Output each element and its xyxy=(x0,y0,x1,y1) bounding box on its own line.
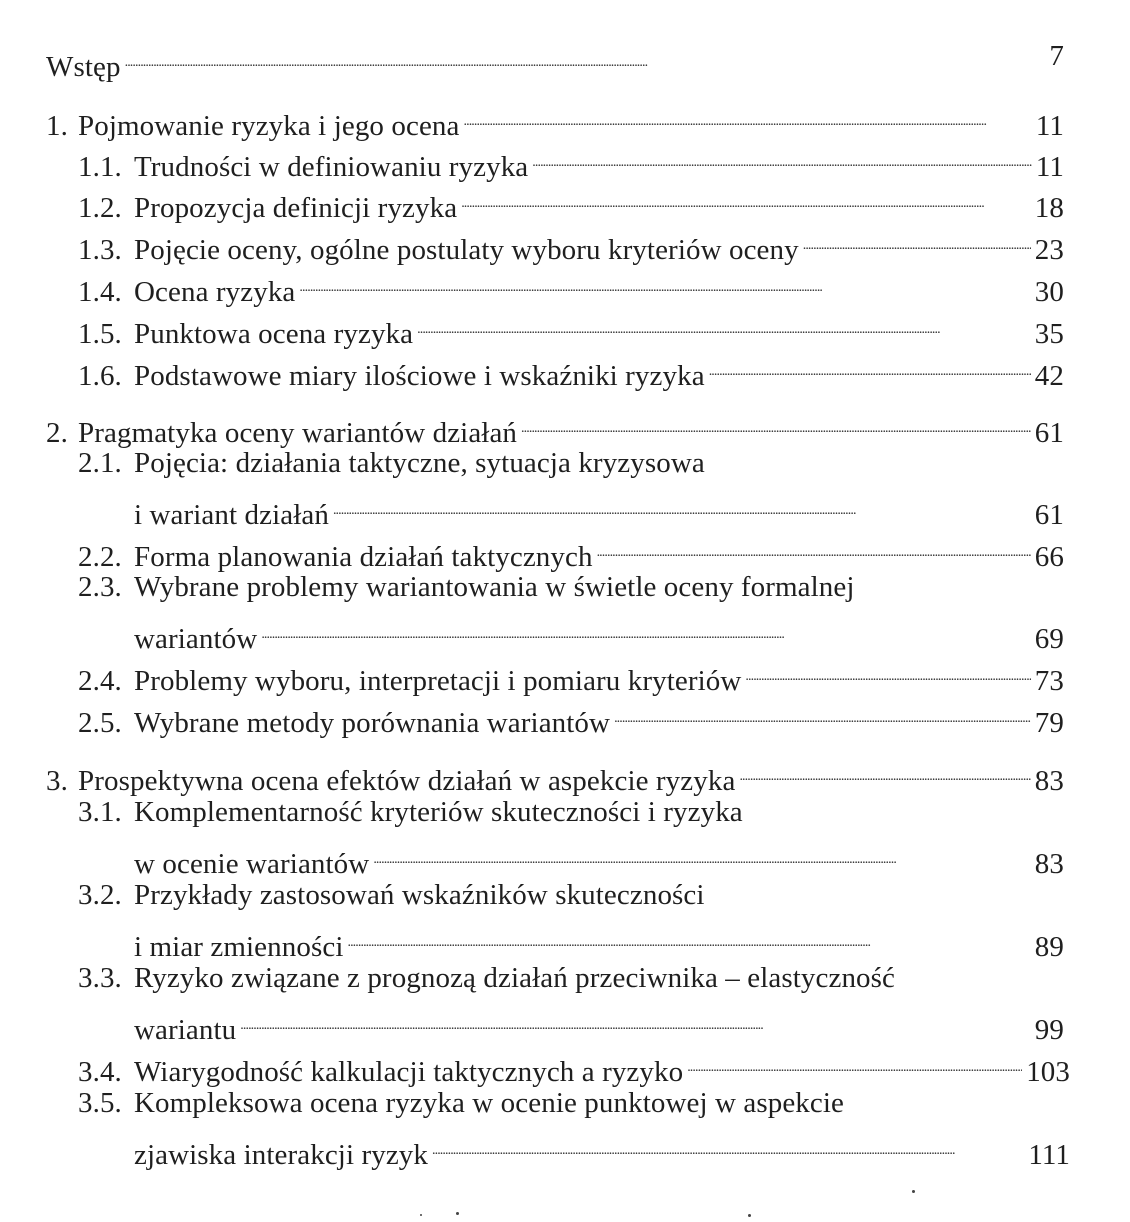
entry-number: 1. xyxy=(46,110,68,142)
entry-title: Prospektywna ocena efektów działań w aspekcie ryzyka xyxy=(78,765,736,797)
entry-page: 35 xyxy=(1034,318,1064,350)
entry-number: 2.1. xyxy=(78,447,122,479)
entry-title: Wybrane metody porównania wariantów xyxy=(134,707,611,739)
entry-title: Przykłady zastosowań wskaźników skuteczności xyxy=(134,879,705,911)
entry-page: 89 xyxy=(1034,931,1064,963)
dot-leader xyxy=(803,219,1031,259)
entry-page: 61 xyxy=(1034,417,1064,449)
entry-title: Komplementarność kryteriów skuteczności i ryzyka xyxy=(134,796,743,828)
toc-entry-3-2-line1 xyxy=(0,875,1130,915)
toc-entry-2-1-line2 xyxy=(0,484,1130,531)
entry-number: 3.3. xyxy=(78,962,122,994)
entry-number: 1.5. xyxy=(78,318,122,350)
entry-title: Wiarygodność kalkulacji taktycznych a ryzyko xyxy=(134,1056,684,1088)
entry-title: Wstęp xyxy=(46,51,121,83)
toc-entry-3-4 xyxy=(0,1041,1130,1088)
dot-leader xyxy=(614,692,1031,732)
toc-entry-3-1-line1 xyxy=(0,792,1130,832)
dot-leader xyxy=(597,526,1031,566)
entry-page: 99 xyxy=(1034,1014,1064,1046)
scan-speck xyxy=(420,1214,422,1216)
entry-title: Wybrane problemy wariantowania w świetle oceny formalnej xyxy=(134,571,855,603)
entry-number: 2.5. xyxy=(78,707,122,739)
toc-entry-1-3 xyxy=(0,219,1130,266)
scan-speck xyxy=(748,1214,751,1217)
entry-number: 1.4. xyxy=(78,276,122,308)
toc-entry-2-3-line2 xyxy=(0,608,1130,655)
entry-number: 3.1. xyxy=(78,796,122,828)
entry-number: 3.5. xyxy=(78,1087,122,1119)
entry-number: 2. xyxy=(46,417,68,449)
entry-title: Pojęcie oceny, ogólne postulaty wyboru kryteriów oceny xyxy=(134,234,799,266)
dot-leader xyxy=(464,95,1032,135)
entry-title-continued: zjawiska interakcji ryzyk xyxy=(134,1139,428,1171)
entry-title: Pojęcia: działania taktyczne, sytuacja kryzysowa xyxy=(134,447,705,479)
toc-entry-1-4 xyxy=(0,261,1130,308)
entry-title: Forma planowania działań taktycznych xyxy=(134,541,593,573)
entry-number: 2.4. xyxy=(78,665,122,697)
entry-title-continued: wariantów xyxy=(134,623,258,655)
entry-title: Trudności w definiowaniu ryzyka xyxy=(134,151,529,183)
toc-entry-3-3-line2 xyxy=(0,999,1130,1046)
dot-leader xyxy=(521,402,1031,442)
entry-title-continued: wariantu xyxy=(134,1014,237,1046)
entry-page: 42 xyxy=(1034,360,1064,392)
dot-leader xyxy=(687,1041,1022,1081)
entry-page: 83 xyxy=(1034,848,1064,880)
entry-title: Pragmatyka oceny wariantów działań xyxy=(78,417,518,449)
dot-leader xyxy=(373,833,1030,873)
entry-page: 61 xyxy=(1034,499,1064,531)
dot-leader xyxy=(333,484,1031,524)
entry-page: 83 xyxy=(1034,765,1064,797)
entry-title: Ocena ryzyka xyxy=(134,276,296,308)
scan-speck xyxy=(456,1212,459,1215)
toc-entry-intro xyxy=(0,36,1130,83)
dot-leader xyxy=(417,303,1031,343)
entry-number: 2.2. xyxy=(78,541,122,573)
entry-page: 111 xyxy=(1028,1139,1070,1171)
toc-entry-1-6 xyxy=(0,345,1130,392)
entry-title-continued: i miar zmienności xyxy=(134,931,344,963)
entry-number: 1.6. xyxy=(78,360,122,392)
toc-entry-3-2-line2 xyxy=(0,916,1130,963)
entry-page: 30 xyxy=(1034,276,1064,308)
entry-title: Ryzyko związane z prognozą działań przeciwnika – elastyczność xyxy=(134,962,896,994)
dot-leader xyxy=(432,1124,1024,1164)
entry-page: 18 xyxy=(1034,192,1064,224)
entry-page: 23 xyxy=(1034,234,1064,266)
entry-title-continued: w ocenie wariantów xyxy=(134,848,370,880)
scan-speck xyxy=(912,1190,915,1193)
toc-entry-chapter-1 xyxy=(0,95,1130,142)
entry-page: 11 xyxy=(1035,110,1064,142)
toc-entry-2-1-line1 xyxy=(0,443,1130,483)
entry-page: 66 xyxy=(1034,541,1064,573)
toc-entry-1-1 xyxy=(0,136,1130,183)
toc-entry-2-2 xyxy=(0,526,1130,573)
entry-title: Podstawowe miary ilościowe i wskaźniki ryzyka xyxy=(134,360,705,392)
dot-leader xyxy=(347,916,1030,956)
toc-entry-chapter-3 xyxy=(0,750,1130,797)
entry-page: 11 xyxy=(1035,151,1064,183)
dot-leader xyxy=(709,345,1031,385)
entry-title: Propozycja definicji ryzyka xyxy=(134,192,458,224)
toc-entry-3-3-line1 xyxy=(0,958,1130,998)
toc-entry-2-3-line1 xyxy=(0,567,1130,607)
dot-leader xyxy=(461,177,1031,217)
toc-entry-2-4 xyxy=(0,650,1130,697)
dot-leader xyxy=(739,750,1030,790)
entry-page: 79 xyxy=(1034,707,1064,739)
toc-entry-1-2 xyxy=(0,177,1130,224)
entry-page: 103 xyxy=(1026,1056,1070,1088)
entry-title: Pojmowanie ryzyka i jego ocena xyxy=(78,110,460,142)
dot-leader xyxy=(299,261,1030,301)
dot-leader xyxy=(532,136,1032,176)
entry-page: 69 xyxy=(1034,623,1064,655)
dot-leader xyxy=(125,36,1042,76)
entry-number: 3. xyxy=(46,765,68,797)
entry-title-continued: i wariant działań xyxy=(134,499,329,531)
entry-number: 2.3. xyxy=(78,571,122,603)
toc-entry-3-5-line1 xyxy=(0,1083,1130,1123)
dot-leader xyxy=(240,999,1031,1039)
entry-title: Problemy wyboru, interpretacji i pomiaru kryteriów xyxy=(134,665,742,697)
entry-page: 73 xyxy=(1034,665,1064,697)
dot-leader xyxy=(745,650,1030,690)
toc-entry-3-1-line2 xyxy=(0,833,1130,880)
entry-title: Punktowa ocena ryzyka xyxy=(134,318,414,350)
entry-number: 1.1. xyxy=(78,151,122,183)
toc-entry-3-5-line2 xyxy=(0,1124,1130,1171)
dot-leader xyxy=(261,608,1030,648)
entry-title: Kompleksowa ocena ryzyka w ocenie punktowej w aspekcie xyxy=(134,1087,845,1119)
toc-entry-1-5 xyxy=(0,303,1130,350)
entry-number: 3.2. xyxy=(78,879,122,911)
entry-page: 7 xyxy=(1049,40,1064,72)
toc-entry-chapter-2 xyxy=(0,402,1130,449)
entry-number: 1.3. xyxy=(78,234,122,266)
toc-entry-2-5 xyxy=(0,692,1130,739)
entry-number: 3.4. xyxy=(78,1056,122,1088)
entry-number: 1.2. xyxy=(78,192,122,224)
